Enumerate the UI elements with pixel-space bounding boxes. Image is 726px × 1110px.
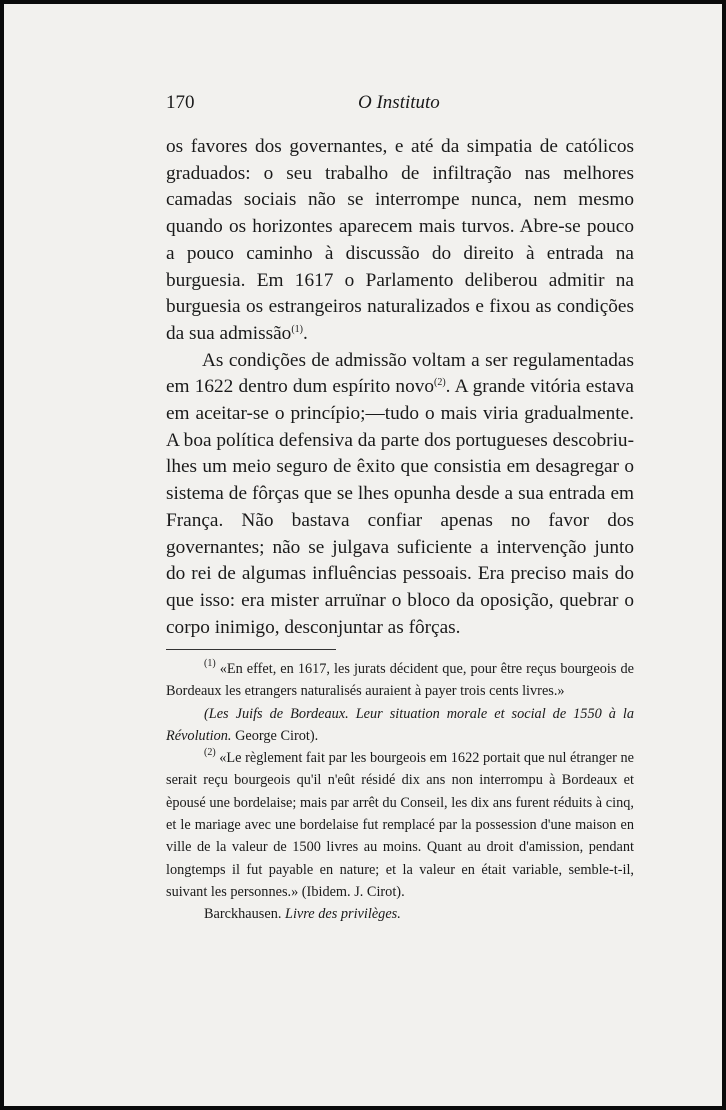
page-number: 170 [166, 92, 195, 113]
footnote-1-source-author: George Cirot). [231, 727, 319, 744]
paragraph-1-text: os favores dos governantes, e até da simpatia de católicos graduados: o seu trabalho de infiltração nas melhores camadas sociais não se interrompe nunca, nem mesmo quando os horizontes aparecem mais turvos. Abre-se pouco a pouco caminho à discussão do direito à entrada na burguesia. Em 1617 o Parlamento deliberou admitir na burguesia os estrangeiros naturalizados e fixou as condições da sua admissão [166, 136, 634, 344]
footnote-1 [166, 658, 634, 703]
paragraph-2-start: As condições de admissão voltam a ser regulamentadas em 1622 dentro dum espírito novo [166, 349, 634, 398]
book-page [4, 4, 722, 1106]
footnote-1-text: «En effet, en 1617, les jurats décident que, pour être reçus bourgeois de Bordeaux les etrangers naturalisés auraient à payer trois cents livres.» [166, 661, 634, 700]
footnote-2 [166, 747, 634, 903]
footnote-3 [166, 903, 634, 925]
body-text [166, 134, 634, 641]
paragraph-2-rest: . A grande vitória estava em aceitar-se o princípio;—tudo o mais viria gradualmente. A boa política defensiva da parte dos portugueses descobriu-lhes um meio seguro de êxito que consistia em desagregar o sistema de fôrças que se lhes opunha desde a sua entrada em França. Não bastava confiar apenas no favor dos governantes; não se julgava suficiente a intervenção junto do rei de algumas influências pessoais. Era preciso mais do que isso: era mister arruïnar o bloco da oposição, quebrar o corpo inimigo, desconjuntar as fôrças. [166, 376, 634, 638]
footnotes [166, 658, 634, 926]
footnote-divider [166, 649, 336, 650]
footnote-1-source [166, 703, 634, 748]
paragraph-2 [166, 348, 634, 642]
footnote-1-source-title: (Les Juifs de Bordeaux. Leur situation morale et social de 1550 à la Révolution. [166, 705, 634, 744]
footnote-3-author: Barckhausen. [204, 906, 285, 923]
running-title: O Instituto [358, 92, 440, 113]
footnote-ref-2: (2) [433, 377, 446, 389]
page-header [166, 92, 636, 116]
footnote-2-mark: (2) [204, 747, 216, 759]
footnote-1-mark: (1) [204, 658, 216, 669]
footnote-2-text: «Le règlement fait par les bourgeois em 1622 portait que nul étranger ne serait reçu bourgeois qu'il n'eût résidé dix ans non interrompu à Bordeaux et èpousé une bordelaise; mais par arrêt du Conseil, les dix ans furent réduits à cinq, et le mariage avec une bordelaise fut remplacé par la possession d'une maison en ville de la valeur de 1500 livres au moins. Quant au droit d'amission, pendant longtemps il fut payable en nature; et la valeur en était variable, semble-t-il, suivant les personnes.» (Ibidem. J. Cirot). [166, 750, 634, 900]
footnote-3-title: Livre des privilèges. [285, 906, 401, 923]
paragraph-1-end: . [302, 322, 308, 344]
footnote-ref-1: (1) [291, 323, 303, 335]
paragraph-1 [166, 134, 634, 348]
